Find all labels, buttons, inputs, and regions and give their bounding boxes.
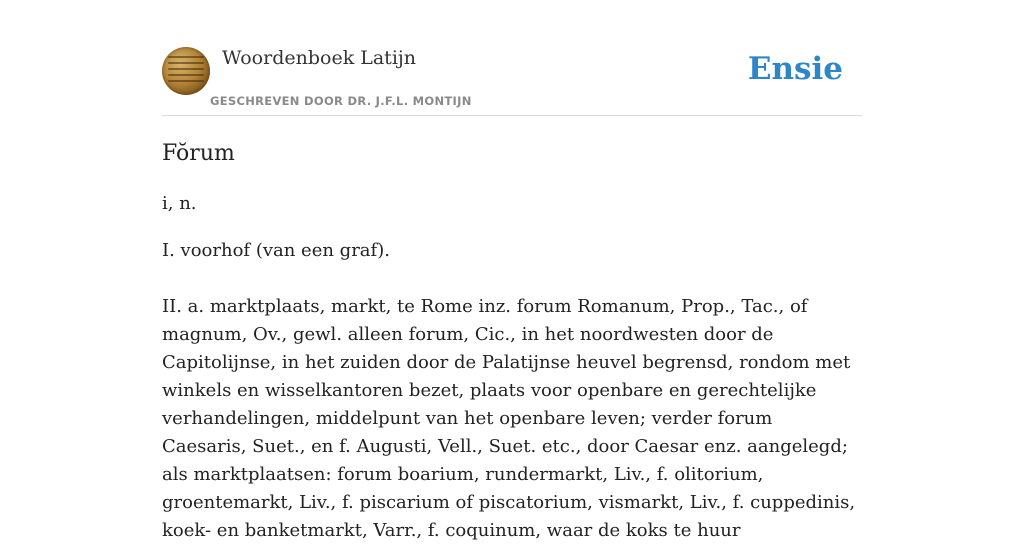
entry-sense-1: I. voorhof (van een graf). [162,240,390,261]
site-header [162,46,862,116]
entry-grammar: i, n. [162,193,197,214]
entry-content [162,138,862,545]
entry-sense-2: II. a. marktplaats, markt, te Rome inz. forum Romanum, Prop., Tac., of magnum, Ov., gewl. alleen forum, Cic., in het noordwesten door de Capitolijnse, in het zuiden door de Palatijnse heuvel begrensd, rondom met winkels en wisselkantoren bezet, plaats voor openbare en gerechtelijke verhandelingen, middelpunt van het openbare leven; verder forum Caesaris, Suet., en f. Augusti, Vell., Suet. etc., door Caesar enz. aangelegd; als marktplaatsen: forum boarium, rundermarkt, Liv., f. olitorium, groentemarkt, Liv., f. piscarium of piscatorium, vismarkt, Liv., f. cuppedinis, koek- en banketmarkt, Varr., f. coquinum, waar de koks te huur [162,296,856,541]
book-title-link[interactable]: Woordenboek Latijn [222,47,417,69]
seal-inscription [168,56,204,86]
book-seal-logo[interactable] [162,47,210,95]
entry-lemma: Fŏrum [162,141,235,166]
ensie-brand-logo[interactable]: Ensie [747,51,843,87]
author-byline: GESCHREVEN DOOR DR. J.F.L. MONTIJN [210,94,472,108]
